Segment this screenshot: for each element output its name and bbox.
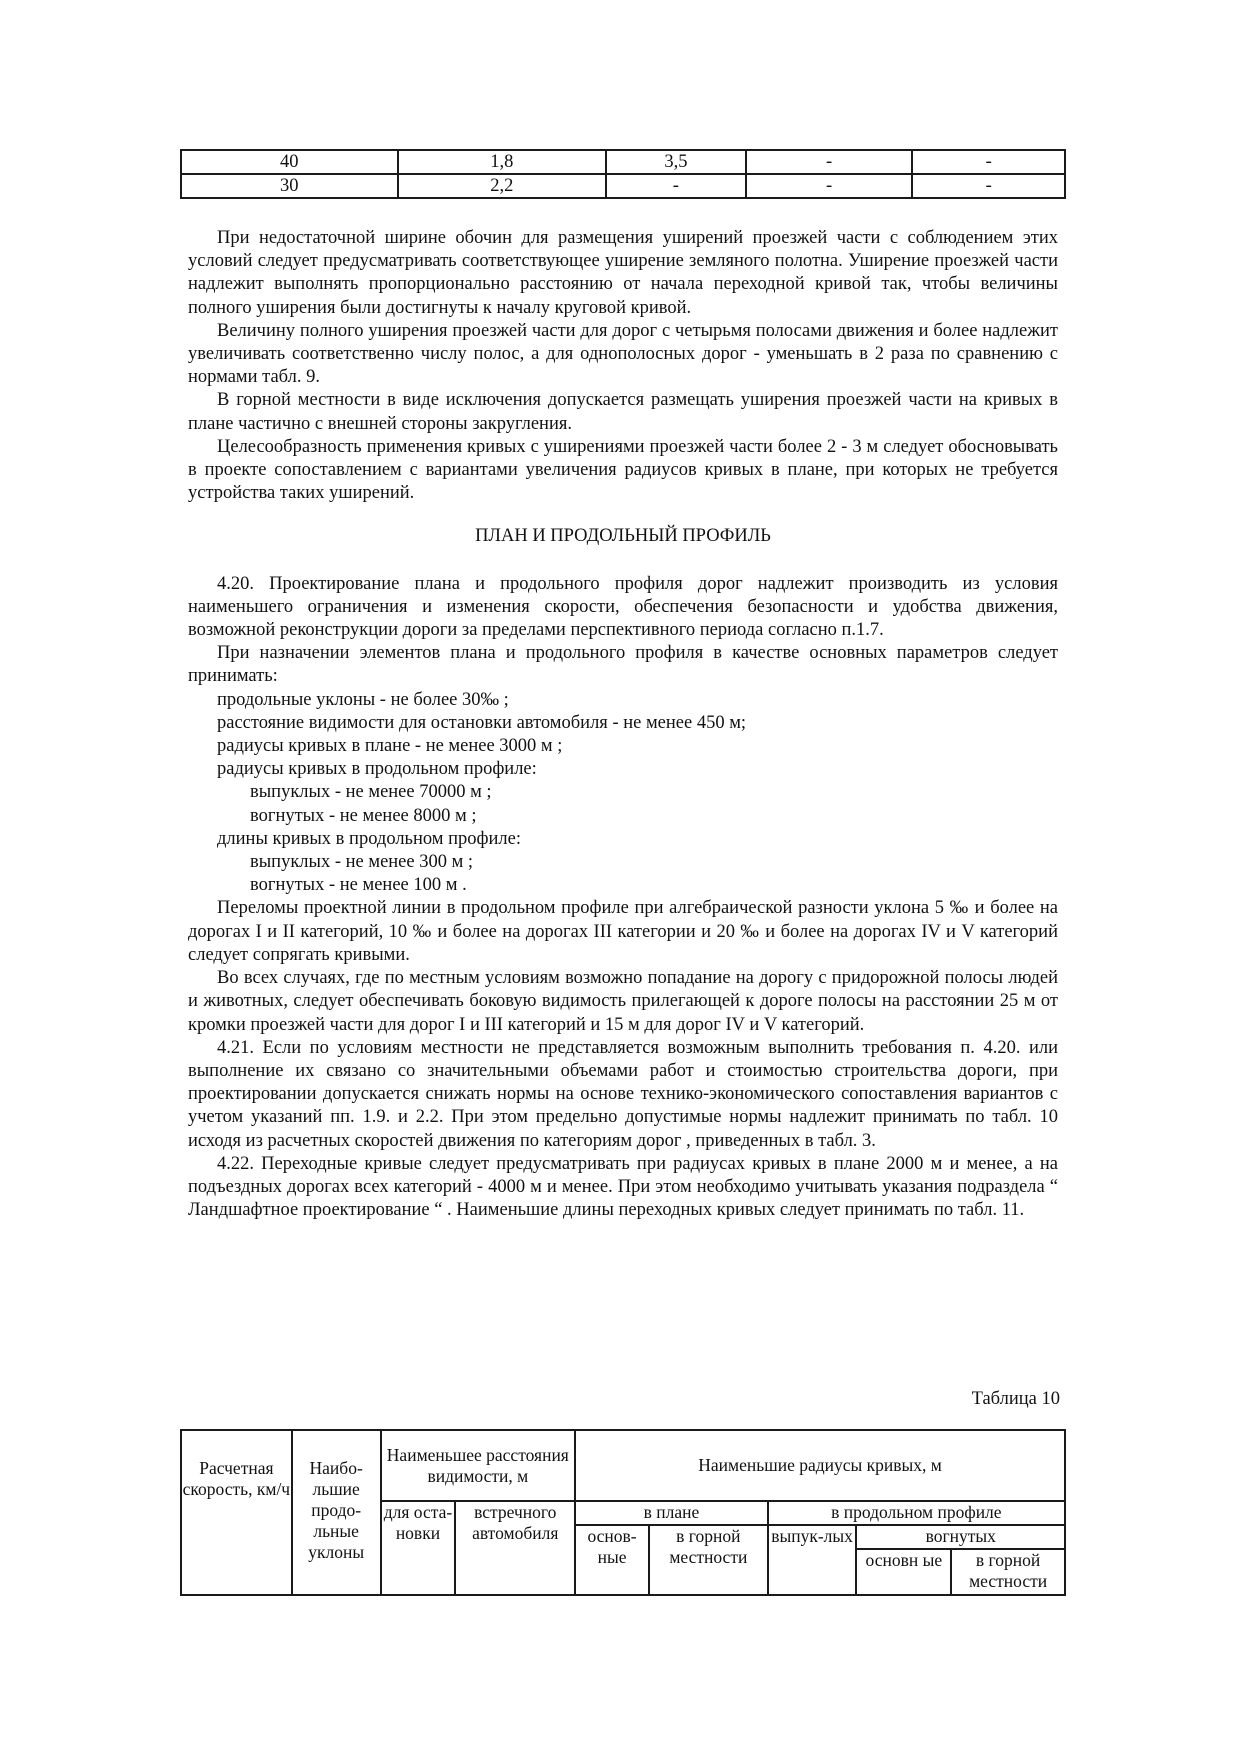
column-header-plan-main: основ-ные xyxy=(575,1525,649,1595)
paragraph: 4.21. Если по условиям местности не представляется возможным выполнить требования п. 4.20. или выполнение их связано со значительными объемами работ и стоимостью строительства дороги, при проектировании допускается снижать нормы на основе технико-экономического сопоставления вариантов с учетом указаний пп. 1.9. и 2.2. При этом предельно допустимые нормы надлежит принимать по табл. 10 исходя из расчетных скоростей движения по категориям дорог , приведенных в табл. 3. xyxy=(188,1037,1058,1151)
table-cell: - xyxy=(912,174,1065,198)
paragraph: 4.20. Проектирование плана и продольного профиля дорог надлежит производить из условия наименьшего ограничения и изменения скорости, обеспечения безопасности и удобства движения, возможной реконструкции дороги за пределами перспективного периода согласно п.1.7. xyxy=(188,573,1058,641)
column-header-profile: в продольном профиле xyxy=(768,1501,1065,1525)
paragraph: Переломы проектной линии в продольном профиле при алгебраической разности уклона 5 ‰ и более на дорогах I и II категорий, 10 ‰ и более на дорогах III категории и 20 ‰ и более на дорогах IV и V категорий следует сопрягать кривыми. xyxy=(188,898,1058,965)
table-row xyxy=(181,150,1065,174)
table-row xyxy=(181,174,1065,198)
paragraph: Величину полного уширения проезжей части для дорог с четырьмя полосами движения и более надлежит увеличивать соответственно числу полос, а для однополосных дорог - уменьшать в 2 раза по сравнению с нормами табл. 9. xyxy=(188,320,1058,388)
column-header-grades: Наибо-льшие продо-льные уклоны xyxy=(292,1430,381,1595)
paragraph: При назначении элементов плана и продольного профиля в качестве основных параметров следует принимать: xyxy=(188,643,1058,687)
paragraph: В горной местности в виде исключения допускается размещать уширения проезжей части на кривых в плане частично с внешней стороны закругления. xyxy=(188,390,1058,434)
table-cell: 1,8 xyxy=(398,150,607,174)
column-header-convex: выпук-лых xyxy=(768,1525,857,1595)
column-header-concave-mountain: в горной местности xyxy=(951,1549,1065,1595)
column-header-plan: в плане xyxy=(575,1501,768,1525)
table-cell: 40 xyxy=(181,150,398,174)
table-cell: - xyxy=(746,150,913,174)
paragraph: Целесообразность применения кривых с уширениями проезжей части более 2 - 3 м следует обосновывать в проекте сопоставлением с вариантами увеличения радиусов кривых в плане, при которых не требуется устройства таких уширений. xyxy=(188,436,1058,504)
column-header-oncoming: встречного автомобиля xyxy=(455,1501,575,1595)
list-item: радиусы кривых в продольном профиле: xyxy=(217,759,537,780)
column-header-speed: Расчетная скорость, км/ч xyxy=(181,1430,292,1595)
table-cell: 2,2 xyxy=(398,174,607,198)
column-header-stop: для оста-новки xyxy=(381,1501,456,1595)
table-cell: 3,5 xyxy=(606,150,746,174)
list-item: вогнутых - не менее 8000 м ; xyxy=(250,805,477,826)
paragraph: Во всех случаях, где по местным условиям возможно попадание на дорогу с придорожной полосы людей и животных, следует обеспечивать боковую видимость прилегающей к дороге полосы на расстоянии 25 м от кромки проезжей части для дорог I и III категорий и 15 м для дорог IV и V категорий. xyxy=(188,968,1058,1035)
list-item: выпуклых - не менее 70000 м ; xyxy=(250,782,492,803)
list-item: вогнутых - не менее 100 м . xyxy=(250,875,467,896)
column-header-plan-mountain: в горной местности xyxy=(649,1525,768,1595)
paragraph: 4.22. Переходные кривые следует предусматривать при радиусах кривых в плане 2000 м и менее, а на подъездных дорогах всех категорий - 4000 м и менее. При этом необходимо учитывать указания подраздела “ Ландшафтное проектирование “ . Наименьшие длины переходных кривых следует принимать по табл. 11. xyxy=(188,1153,1058,1221)
list-item: продольные уклоны - не более 30‰ ; xyxy=(217,689,509,710)
table-cell: 30 xyxy=(181,174,398,198)
column-header-concave-main: основн ые xyxy=(856,1549,951,1595)
column-header-concave: вогнутых xyxy=(856,1525,1065,1549)
table-10-header xyxy=(180,1429,1066,1596)
list-item: выпуклых - не менее 300 м ; xyxy=(250,852,474,873)
list-item: радиусы кривых в плане - не менее 3000 м ; xyxy=(217,736,563,757)
list-item: расстояние видимости для остановки автомобиля - не менее 450 м; xyxy=(217,712,747,733)
paragraph: При недостаточной ширине обочин для размещения уширений проезжей части с соблюдением этих условий следует предусматривать соответствующее уширение земляного полотна. Уширение проезжей части надлежит выполнять пропорционально расстоянию от начала переходной кривой так, чтобы величины полного уширения были достигнуты к началу круговой кривой. xyxy=(188,228,1058,318)
table-cell: - xyxy=(746,174,913,198)
table-cell: - xyxy=(912,150,1065,174)
table-caption: Таблица 10 xyxy=(971,1389,1060,1409)
list-item: длины кривых в продольном профиле: xyxy=(217,828,521,849)
table-cell: - xyxy=(606,174,746,198)
column-header-radii: Наименьшие радиусы кривых, м xyxy=(575,1430,1065,1501)
continuation-table xyxy=(180,149,1066,199)
body-text xyxy=(188,227,1058,1222)
column-header-sight: Наименьшее расстояния видимости, м xyxy=(381,1430,576,1501)
section-heading: ПЛАН И ПРОДОЛЬНЫЙ ПРОФИЛЬ xyxy=(475,526,771,547)
